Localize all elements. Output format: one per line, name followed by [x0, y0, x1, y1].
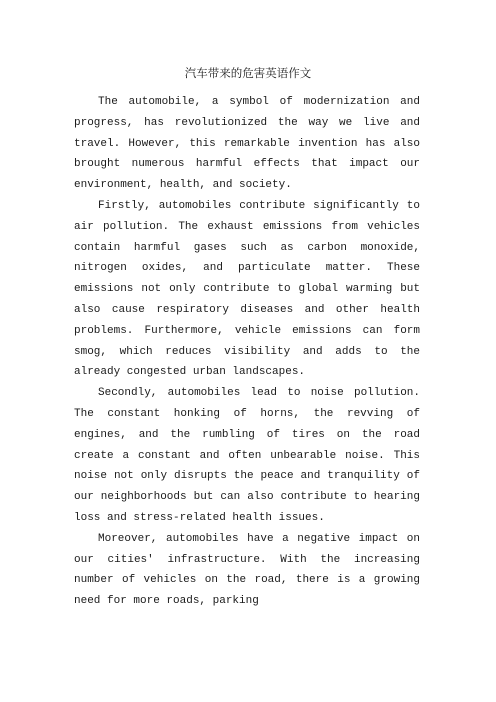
document-body — [74, 92, 420, 612]
paragraph-intro: The automobile, a symbol of modernization and progress, has revolutionized the way we live and travel. However, this remarkable invention has also brought numerous harmful effects that impact our environment, health, and society. — [74, 96, 420, 192]
paragraph-noise-pollution: Secondly, automobiles lead to noise pollution. The constant honking of horns, the revving of engines, and the rumbling of tires on the road create a constant and often unbearable noise. This noise not only disrupts the peace and tranquility of our neighborhoods but can also contribute to hearing loss and stress-related health issues. — [74, 387, 420, 524]
paragraph-air-pollution: Firstly, automobiles contribute significantly to air pollution. The exhaust emissions from vehicles contain harmful gases such as carbon monoxide, nitrogen oxides, and particulate matter. These emissions not only contribute to global warming but also cause respiratory diseases and other health problems. Furthermore, vehicle emissions can form smog, which reduces visibility and adds to the already congested urban landscapes. — [74, 199, 420, 379]
document-title: 汽车带来的危害英语作文 — [184, 66, 312, 80]
paragraph-infrastructure: Moreover, automobiles have a negative impact on our cities' infrastructure. With the increasing number of vehicles on the road, there is a growing need for more roads, parking — [74, 532, 420, 608]
